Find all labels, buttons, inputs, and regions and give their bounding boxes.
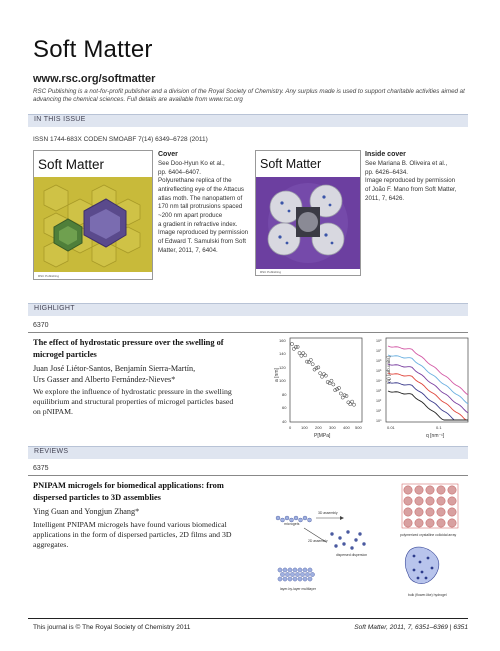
cover-desc-line: pp. 6404–6407. (158, 168, 202, 176)
left-ytick: 80 (282, 392, 287, 397)
hydrogel-node (421, 571, 424, 574)
section-bar-in-this-issue (28, 114, 468, 127)
right-curve-series (388, 373, 468, 420)
issn-line: ISSN 1744-683X CODEN SMOABF 7(14) 6349–6728 (2011) (33, 136, 208, 143)
multilayer-particle (298, 568, 302, 572)
multilayer-particle (310, 572, 314, 576)
reviews-authors (33, 506, 265, 517)
cover-desc-line: of Edward T. Samulski from Soft (158, 238, 246, 246)
left-ytick: 100 (279, 378, 286, 383)
crystal-particle (426, 486, 434, 494)
abstract-line: We explore the influence of hydrostatic pressure in the swelling (33, 387, 232, 396)
crystal-particle (437, 497, 445, 505)
left-xlabel: P[MPa] (314, 433, 331, 439)
cover-label: Cover (158, 151, 178, 158)
multilayer-particle (298, 577, 302, 581)
multilayer-particle (278, 577, 282, 581)
right-ylabel: I(q) [arb.units] (386, 356, 391, 384)
multilayer-particle (303, 577, 307, 581)
left-xtick: 0 (289, 425, 292, 430)
section-heading: IN THIS ISSUE (34, 116, 86, 123)
left-data-point (352, 403, 355, 406)
dispersed-particle (346, 530, 349, 533)
multilayer-particle (293, 577, 297, 581)
hydrogel-node (419, 561, 422, 564)
microgel-particle (285, 516, 289, 520)
abstract-line: on pNIPAM. (33, 407, 74, 417)
highlight-page-number: 6370 (33, 322, 49, 329)
dispersed-particle (354, 538, 357, 541)
multilayer-particle (293, 568, 297, 572)
left-ytick: 60 (282, 405, 287, 410)
highlight-rule (28, 332, 468, 333)
left-xtick: 400 (343, 425, 350, 430)
crystal-particle (437, 519, 445, 527)
right-ytick: 10⁶ (376, 359, 382, 363)
left-data-point (290, 342, 293, 345)
left-ytick: 120 (279, 365, 286, 370)
inside-cover-label: Inside cover (365, 151, 406, 158)
left-data-point (304, 354, 307, 357)
multilayer-particle (283, 568, 287, 572)
right-curve-series (388, 391, 468, 420)
cover-description (158, 160, 254, 255)
crystal-particle (404, 497, 412, 505)
reviews-rule (28, 475, 468, 476)
title-line: microgel particles (33, 349, 97, 359)
abstract-line: Intelligent PNIPAM microgels have found various biomedical (33, 520, 227, 529)
multilayer-particle (295, 572, 299, 576)
right-ytick: 10³ (376, 389, 382, 393)
left-data-point (351, 400, 354, 403)
inside-cover-desc-line: of João F. Mano from Soft Matter, (365, 186, 457, 194)
cover-image (33, 150, 153, 280)
cover-desc-line: ~200 nm apart produce (158, 212, 223, 220)
crystal-particle (404, 519, 412, 527)
label-microgels: microgels (284, 522, 300, 526)
multilayer-particle (303, 568, 307, 572)
left-data-points (290, 342, 355, 406)
footer-right: Soft Matter, 2011, 7, 6351–6369 | 6351 (354, 624, 468, 631)
left-data-point (309, 358, 312, 361)
left-data-point (332, 383, 335, 386)
inside-cover-desc-line: pp. 6426–6434. (365, 168, 409, 176)
left-data-point (307, 360, 310, 363)
reviews-article-title[interactable] (33, 480, 265, 504)
label-crystal: polymerized crystalline colloidal array (400, 533, 457, 537)
crystal-particle (404, 508, 412, 516)
cover-desc-line: antireflecting eye of the Attacus (158, 186, 244, 194)
crystal-particle (437, 486, 445, 494)
cover-desc-line: 170 nm tall protrusions spaced (158, 203, 243, 211)
highlight-figure (268, 334, 473, 440)
crystal-particle (415, 486, 423, 494)
right-xlabel: q [nm⁻¹] (426, 433, 445, 439)
crystal-particle (448, 519, 456, 527)
multilayer-particle (305, 572, 309, 576)
left-ylabel: a [nm] (274, 368, 280, 382)
left-data-point (345, 394, 348, 397)
hydrogel-node (417, 577, 420, 580)
crystal-particle (415, 508, 423, 516)
right-yticks (376, 339, 382, 423)
crystal-particle (448, 508, 456, 516)
multilayer-particle (288, 577, 292, 581)
microgel-particle (308, 518, 312, 522)
inside-cover-description (365, 160, 470, 203)
left-data-point (317, 366, 320, 369)
multilayer-particle (280, 572, 284, 576)
multilayer-particle (288, 568, 292, 572)
left-ytick: 140 (279, 351, 286, 356)
right-ytick: 10⁵ (376, 369, 382, 373)
right-curve-series (388, 346, 468, 395)
inside-cover-desc-line: Image reproduced by permission (365, 177, 456, 185)
hydrogel-node (427, 557, 430, 560)
left-data-point (296, 345, 299, 348)
highlight-authors (33, 363, 265, 385)
footer-rule (28, 618, 468, 619)
cover-desc-line: a gradient in refractive index. (158, 220, 238, 228)
left-xtick: 200 (315, 425, 322, 430)
hydrogel-node (431, 567, 434, 570)
dispersed-particle (350, 546, 353, 549)
right-xticks (387, 425, 442, 430)
label-2d-assembly: 2D assembly (308, 539, 328, 543)
dispersed-particle (342, 542, 345, 545)
multilayer-particle (300, 572, 304, 576)
multilayer-particle (278, 568, 282, 572)
right-ytick: 10⁷ (376, 349, 382, 353)
left-plot-frame (290, 338, 362, 422)
author-line: Urs Gasser and Alberto Fernández-Nieves* (33, 375, 176, 385)
multilayer-particle (283, 577, 287, 581)
left-data-point (311, 363, 314, 366)
left-data-point (347, 401, 350, 404)
cover-desc-line: See Doo-Hyun Ko et al., (158, 160, 225, 167)
inside-cover-journal-title: Soft Matter (260, 157, 322, 171)
footer-left: This journal is © The Royal Society of Chemistry 2011 (33, 624, 191, 631)
bulk-hydrogel (405, 547, 439, 583)
left-xtick: 300 (329, 425, 336, 430)
hydrogel-node (425, 577, 428, 580)
title-line: dispersed particles to 3D assemblies (33, 492, 161, 502)
abstract-line: equilibrium and structural properties of microgel particles based (33, 397, 234, 407)
right-curves (388, 346, 468, 420)
cover-desc-line: Polyurethane replica of the (158, 177, 232, 185)
multilayer-particle (290, 572, 294, 576)
left-xtick: 500 (355, 425, 362, 430)
left-data-point (339, 392, 342, 395)
section-heading: REVIEWS (34, 448, 69, 455)
reviews-abstract (33, 520, 265, 550)
svg-text:RSC Publishing: RSC Publishing (38, 274, 60, 278)
cover-desc-line: atlas moth. The nanopattern of (158, 194, 243, 202)
right-ytick: 10⁴ (376, 379, 382, 383)
inside-cover-image (255, 150, 361, 276)
arrow-3d-head (340, 516, 344, 520)
multilayer-film (278, 568, 315, 581)
cover-journal-title: Soft Matter (38, 157, 105, 172)
multilayer-particle (308, 568, 312, 572)
right-ytick: 10⁰ (376, 419, 382, 423)
section-bar-highlight (28, 303, 468, 316)
crystal-particle (415, 519, 423, 527)
label-multilayer: layer-by-layer multilayer (280, 587, 316, 591)
journal-url[interactable]: www.rsc.org/softmatter (33, 73, 156, 85)
dispersed-particle (358, 532, 361, 535)
left-data-point (319, 372, 322, 375)
right-xtick: 0.01 (387, 425, 395, 430)
left-data-point (330, 379, 333, 382)
inside-cover-desc-line: See Mariana B. Oliveira et al., (365, 160, 448, 167)
crystal-particle (426, 519, 434, 527)
dispersed-particles (330, 530, 365, 549)
multilayer-particle (308, 577, 312, 581)
left-data-point (343, 394, 346, 397)
hydrogel-node (413, 569, 416, 572)
crystal-particle (426, 508, 434, 516)
title-line: The effect of hydrostatic pressure over the swelling of (33, 338, 224, 347)
right-xtick: 0.1 (436, 425, 442, 430)
left-data-point (292, 347, 295, 350)
abstract-line: aggregates. (33, 540, 69, 550)
left-xtick: 100 (301, 425, 308, 430)
left-ytick: 160 (279, 338, 286, 343)
dispersed-particle (362, 542, 365, 545)
dispersed-particle (330, 532, 333, 535)
crystal-array (402, 484, 458, 528)
cover-desc-line: Image reproduced by permission (158, 229, 249, 237)
abstract-line: applications in the form of dispersed particles, 2D films and 3D (33, 530, 232, 540)
section-heading: HIGHLIGHT (34, 305, 75, 312)
right-ytick: 10² (376, 399, 382, 403)
left-ytick: 40 (282, 419, 287, 424)
svg-text:RSC Publishing: RSC Publishing (260, 270, 282, 274)
label-3d-assembly: 3D assembly (318, 511, 338, 515)
right-ytick: 10⁸ (376, 339, 382, 343)
microgel-particle (303, 516, 307, 520)
left-data-point (302, 352, 305, 355)
section-bar-reviews (28, 446, 468, 459)
crystal-particle (437, 508, 445, 516)
label-dispersed: dispersed dispersion (336, 553, 368, 557)
publisher-note: RSC Publishing is a not-for-profit publisher and a division of the Royal Society of Chemistry. Any surplus made is used to support charitable activities aimed at advancing the chemical sciences. Full details are available from www.rsc.org (33, 88, 465, 104)
label-hydrogel: bulk (flower-like) hydrogel (408, 593, 447, 597)
crystal-particle (415, 497, 423, 505)
reviews-page-number: 6375 (33, 465, 49, 472)
dispersed-particle (338, 536, 341, 539)
crystal-particle (426, 497, 434, 505)
hydrogel-node (413, 555, 416, 558)
crystal-particle (448, 497, 456, 505)
left-data-point (334, 389, 337, 392)
author-line: Juan José Liétor-Santos, Benjamín Sierra-Martín, (33, 364, 196, 373)
right-curve-series (388, 382, 468, 420)
left-yticks (279, 338, 287, 424)
crystal-particle (448, 486, 456, 494)
left-xticks (289, 425, 362, 430)
crystal-particle (404, 486, 412, 494)
title-line: PNIPAM microgels for biomedical applications: from (33, 481, 224, 490)
right-ytick: 10¹ (376, 409, 382, 413)
journal-title: Soft Matter (33, 36, 153, 63)
highlight-article-title[interactable] (33, 337, 265, 361)
cover-desc-line: Matter, 2011, 7, 6404. (158, 246, 218, 254)
reviews-figure (270, 478, 470, 606)
multilayer-particle (285, 572, 289, 576)
inside-cover-desc-line: 2011, 7, 6426. (365, 194, 405, 202)
dispersed-particle (334, 544, 337, 547)
microgel-particle (294, 516, 298, 520)
author-line: Ying Guan and Yongjun Zhang* (33, 507, 140, 516)
highlight-abstract (33, 387, 265, 417)
microgel-particle (276, 516, 280, 520)
